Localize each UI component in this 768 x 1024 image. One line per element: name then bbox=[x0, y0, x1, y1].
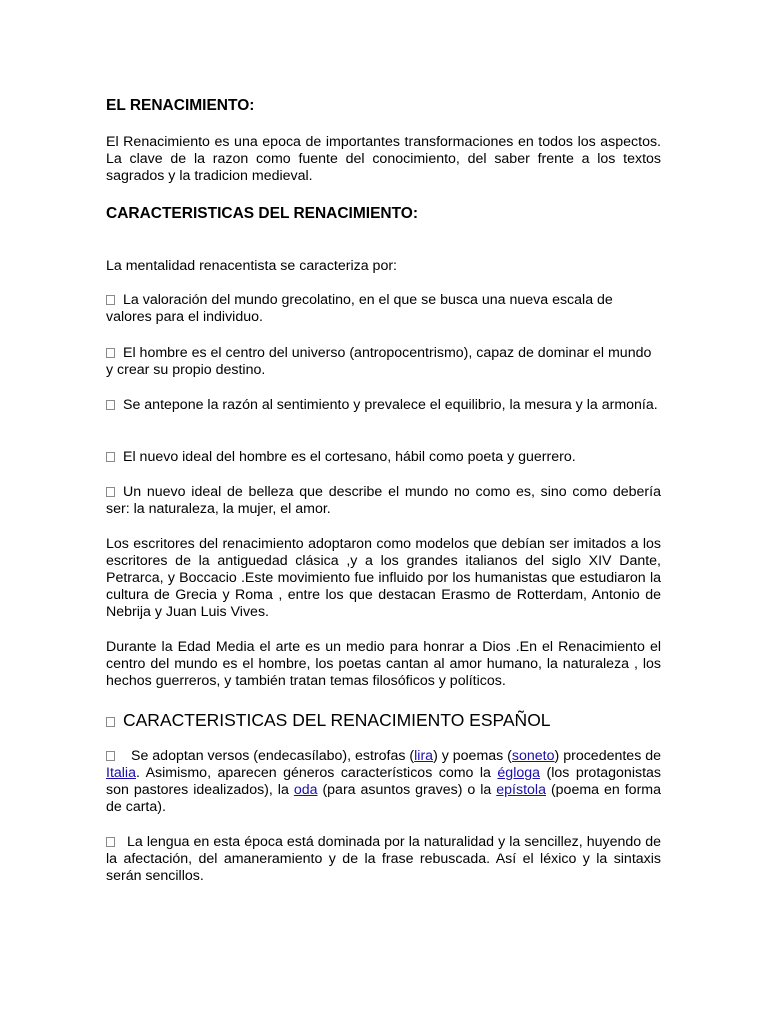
intro-paragraph: El Renacimiento es una epoca de importantes transformaciones en todos los aspectos. La clave de la razon como fuente del conocimiento, del saber frente a los textos sagrados y la tradicion medieval. bbox=[106, 134, 661, 184]
bullet-box-icon bbox=[106, 295, 115, 305]
bullet-box-icon bbox=[106, 837, 115, 847]
mentalidad-intro: La mentalidad renacentista se caracteriza por: bbox=[106, 258, 398, 274]
bullet-box-icon bbox=[106, 751, 115, 761]
bullet-box-icon bbox=[106, 452, 115, 462]
escritores-paragraph: Los escritores del renacimiento adoptaron como modelos que debían ser imitados a los escritores de la antiguedad clásica ,y a los grandes italianos del siglo XIV Dante, Petrarca, y Boccacio .Este movimiento fue influido por los humanistas que estudiaron la cultura de Grecia y Roma , entre los que destacan Erasmo de Rotterdam, Antonio de Nebrija y Juan Luis Vives. bbox=[106, 536, 661, 620]
bullet-text: Se antepone la razón al sentimiento y prevalece el equilibrio, la mesura y la armonía. bbox=[123, 397, 658, 413]
heading-espanol bbox=[106, 710, 661, 730]
bullet-box-icon bbox=[106, 717, 115, 727]
espanol-paragraph-2 bbox=[106, 834, 661, 885]
text-run: (para asuntos graves) o la bbox=[317, 782, 497, 798]
bullet-box-icon bbox=[106, 348, 115, 358]
bullet-box-icon bbox=[106, 487, 115, 497]
espanol-paragraph-1 bbox=[106, 748, 661, 816]
bullet-text: Un nuevo ideal de belleza que describe el mundo no como es, sino como debería ser: la naturaleza, la mujer, el amor. bbox=[106, 484, 661, 517]
text-run: ) procedentes de bbox=[554, 748, 662, 764]
text-run: ) y poemas ( bbox=[433, 748, 512, 764]
bullet-item bbox=[106, 484, 661, 518]
heading-espanol-text: CARACTERISTICAS DEL RENACIMIENTO ESPAÑOL bbox=[123, 710, 551, 730]
bullet-item bbox=[106, 345, 661, 379]
link-lira[interactable]: lira bbox=[414, 748, 434, 764]
espanol-paragraph-2-text: La lengua en esta época está dominada por la naturalidad y la sencillez, huyendo de la afectación, del amaneramiento y de la frase rebuscada. Así el léxico y la sintaxis serán sencillos. bbox=[106, 834, 661, 884]
link-epistola[interactable]: epístola bbox=[496, 782, 546, 798]
link-egloga[interactable]: égloga bbox=[497, 765, 541, 781]
bullet-text: El hombre es el centro del universo (antropocentrismo), capaz de dominar el mundo y crear su propio destino. bbox=[106, 345, 652, 378]
text-run: . Asimismo, aparecen géneros característicos como la bbox=[135, 765, 498, 781]
bullet-item bbox=[106, 292, 661, 326]
text-run: (poema en forma de carta). bbox=[106, 782, 662, 815]
bullet-text: El nuevo ideal del hombre es el cortesano, hábil como poeta y guerrero. bbox=[123, 449, 576, 465]
bullet-item bbox=[106, 397, 661, 414]
heading-caracteristicas: CARACTERISTICAS DEL RENACIMIENTO: bbox=[106, 205, 419, 222]
link-soneto[interactable]: soneto bbox=[511, 748, 555, 764]
bullet-item bbox=[106, 449, 661, 466]
edad-media-paragraph: Durante la Edad Media el arte es un medio para honrar a Dios .En el Renacimiento el centro del mundo es el hombre, los poetas cantan al amor humano, la naturaleza , los hechos guerreros, y también tratan temas filosóficos y políticos. bbox=[106, 639, 661, 689]
link-italia[interactable]: Italia bbox=[106, 765, 136, 781]
text-run: (los protagonistas son pastores idealizados), la bbox=[106, 765, 661, 798]
bullet-text: La valoración del mundo grecolatino, en el que se busca una nueva escala de valores para el individuo. bbox=[106, 292, 613, 325]
text-run: Se adoptan versos (endecasílabo), estrofas ( bbox=[131, 748, 415, 764]
heading-renacimiento: EL RENACIMIENTO: bbox=[106, 97, 255, 114]
bullet-box-icon bbox=[106, 400, 115, 410]
link-oda[interactable]: oda bbox=[293, 782, 318, 798]
